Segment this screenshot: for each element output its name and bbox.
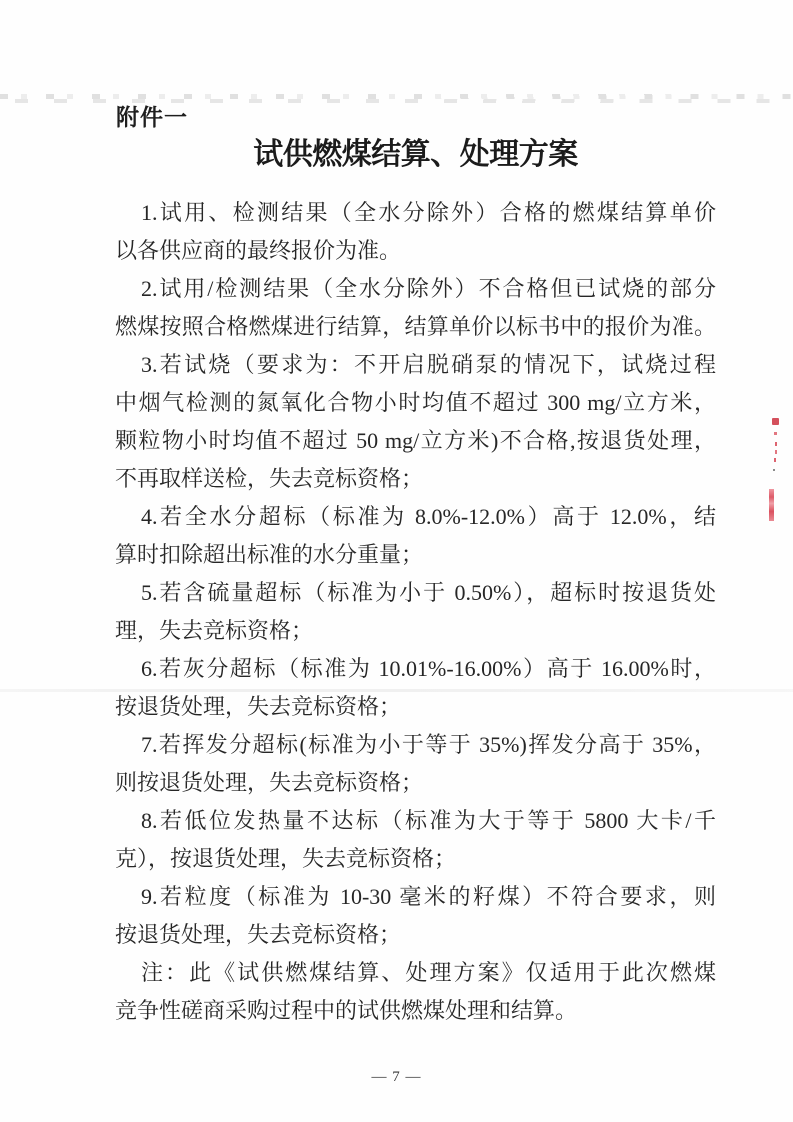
- body-line: 4.若全水分超标（标准为 8.0%-12.0%）高于 12.0%，结: [141, 504, 716, 529]
- body-line: 按退货处理，失去竞标资格；: [115, 922, 402, 947]
- body-line: 中烟气检测的氮氧化合物小时均值不超过 300 mg/立方米，: [115, 390, 716, 415]
- body-line: 9.若粒度（标准为 10-30 毫米的籽煤）不符合要求，则: [141, 884, 716, 909]
- paragraph: [115, 498, 716, 574]
- note-paragraph: [115, 954, 716, 1030]
- paragraph: [115, 802, 716, 878]
- scan-streak-artifact: [0, 689, 793, 692]
- body-line: 5.若含硫量超标（标准为小于 0.50%），超标时按退货处: [141, 580, 716, 605]
- body-line: 注：此《试供燃煤结算、处理方案》仅适用于此次燃煤: [141, 960, 716, 985]
- document-body: [115, 194, 716, 1030]
- body-line: 按退货处理，失去竞标资格；: [115, 694, 402, 719]
- paragraph: [115, 194, 716, 270]
- body-line: 6.若灰分超标（标准为 10.01%-16.00%）高于 16.00%时，: [141, 656, 716, 681]
- body-line: 竞争性磋商采购过程中的试供燃煤处理和结算。: [115, 998, 578, 1023]
- paragraph: [115, 726, 716, 802]
- page-number: — 7 —: [371, 1069, 422, 1085]
- body-line: 理，失去竞标资格；: [115, 618, 314, 643]
- paragraph: [115, 270, 716, 346]
- red-ink-mark: [774, 458, 776, 462]
- body-line: 以各供应商的最终报价为准。: [115, 238, 402, 263]
- body-line: 算时扣除超出标准的水分重量；: [115, 542, 424, 567]
- red-ink-bar: [769, 489, 774, 521]
- red-ink-mark: [775, 450, 777, 454]
- body-line: 则按退货处理，失去竞标资格；: [115, 770, 424, 795]
- red-ink-mark: [772, 418, 779, 425]
- body-line: 7.若挥发分超标(标准为小于等于 35%)挥发分高于 35%，: [141, 732, 716, 757]
- paragraph: [115, 346, 716, 498]
- body-line: 3.若试烧（要求为：不开启脱硝泵的情况下，试烧过程: [141, 352, 716, 377]
- body-line: 2.试用/检测结果（全水分除外）不合格但已试烧的部分: [141, 276, 716, 301]
- paragraph: [115, 574, 716, 650]
- document-title: 试供燃煤结算、处理方案: [253, 138, 578, 171]
- body-line: 不再取样送检，失去竞标资格；: [115, 466, 424, 491]
- attachment-label: 附件一: [116, 104, 188, 130]
- body-line: 颗粒物小时均值不超过 50 mg/立方米)不合格,按退货处理，: [115, 428, 716, 453]
- body-line: 1.试用、检测结果（全水分除外）合格的燃煤结算单价: [141, 200, 716, 225]
- scan-speck: [773, 469, 775, 471]
- paragraph: [115, 878, 716, 954]
- red-ink-mark: [775, 442, 777, 446]
- body-line: 克），按退货处理，失去竞标资格；: [115, 846, 457, 871]
- paragraph: [115, 650, 716, 726]
- body-line: 燃煤按照合格燃煤进行结算，结算单价以标书中的报价为准。: [115, 314, 716, 339]
- red-ink-mark: [774, 432, 777, 435]
- body-line: 8.若低位发热量不达标（标准为大于等于 5800 大卡/千: [141, 808, 716, 833]
